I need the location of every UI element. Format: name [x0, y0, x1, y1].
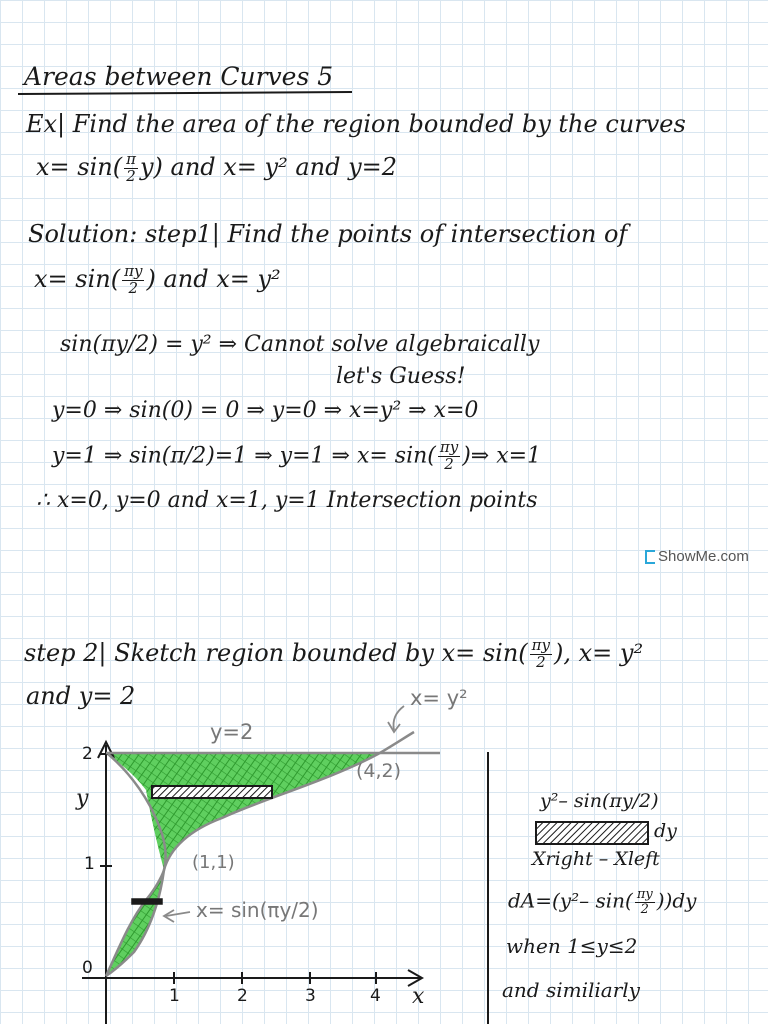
side-xright-xleft: Xright – Xleft [532, 848, 660, 870]
fraction: $\frac{\pi y}{2}$ [531, 636, 551, 671]
x-axis-letter: x [412, 984, 425, 1009]
fraction: $\frac{\pi y}{2}$ [124, 262, 143, 297]
fraction: $\frac{\pi y}{2}$ [439, 438, 459, 473]
equation-cannot-solve: sin(πy/2) = y² ⇒ Cannot solve algebraically [60, 332, 540, 357]
guess-y1-part-a: y=1 ⇒ sin(π/2)=1 ⇒ y=1 ⇒ x= sin( [52, 443, 436, 469]
y-tick-label-1: 1 [84, 854, 95, 874]
step2-line2: and y= 2 [26, 682, 136, 710]
guess-note: let's Guess! [336, 364, 466, 389]
label-x-eq-sin: x= sin(πy/2) [196, 898, 319, 922]
guess-y0: y=0 ⇒ sin(0) = 0 ⇒ y=0 ⇒ x=y² ⇒ x=0 [52, 398, 479, 423]
label-x-eq-y2: x= y² [410, 686, 468, 710]
intersection-conclusion: ∴ x=0, y=0 and x=1, y=1 Intersection points [36, 488, 538, 513]
fraction: $\frac{\pi}{2}$ [126, 150, 136, 185]
side-integrand: y²– sin(πy/2) [540, 790, 659, 812]
side-when: when 1≤y≤2 [506, 934, 638, 958]
y-tick-label-0: 0 [82, 958, 93, 978]
example-curves-part-a: x= sin( [36, 152, 123, 181]
step2-part-b: ), x= y² [554, 638, 644, 667]
example-curves-part-b: y) and x= y² and y=2 [139, 152, 398, 181]
solution-curves-part-a: x= sin( [34, 264, 121, 293]
x-tick-label-4: 4 [370, 986, 381, 1006]
y-tick-label-2: 2 [82, 744, 93, 764]
side-da-part-a: dA=(y²– sin( [508, 888, 633, 913]
example-statement: Ex| Find the area of the region bounded by the curves [26, 110, 686, 138]
solution-step1: Solution: step1| Find the points of intersection of [28, 220, 628, 248]
title-underline [18, 92, 352, 94]
x-tick-label-1: 1 [169, 986, 180, 1006]
step2-part-a: step 2| Sketch region bounded by x= sin( [24, 638, 528, 667]
guess-y1-part-b: )⇒ x=1 [462, 443, 542, 469]
x-tick-label-2: 2 [237, 986, 248, 1006]
label-point-4-2: (4,2) [356, 760, 402, 782]
side-dy: dy [654, 820, 677, 842]
solution-curves-part-b: ) and x= y² [146, 264, 281, 293]
page-title: Areas between Curves 5 [24, 62, 334, 91]
label-y-eq-2: y=2 [210, 720, 254, 744]
label-point-1-1: (1,1) [192, 852, 235, 873]
fraction: $\frac{\pi y}{2}$ [636, 887, 653, 917]
y-axis-letter: y [76, 786, 89, 811]
x-tick-label-3: 3 [305, 986, 316, 1006]
side-da-part-b: ))dy [656, 888, 697, 913]
showme-label: ShowMe.com [658, 548, 749, 565]
side-similarly: and similiarly [502, 978, 640, 1002]
